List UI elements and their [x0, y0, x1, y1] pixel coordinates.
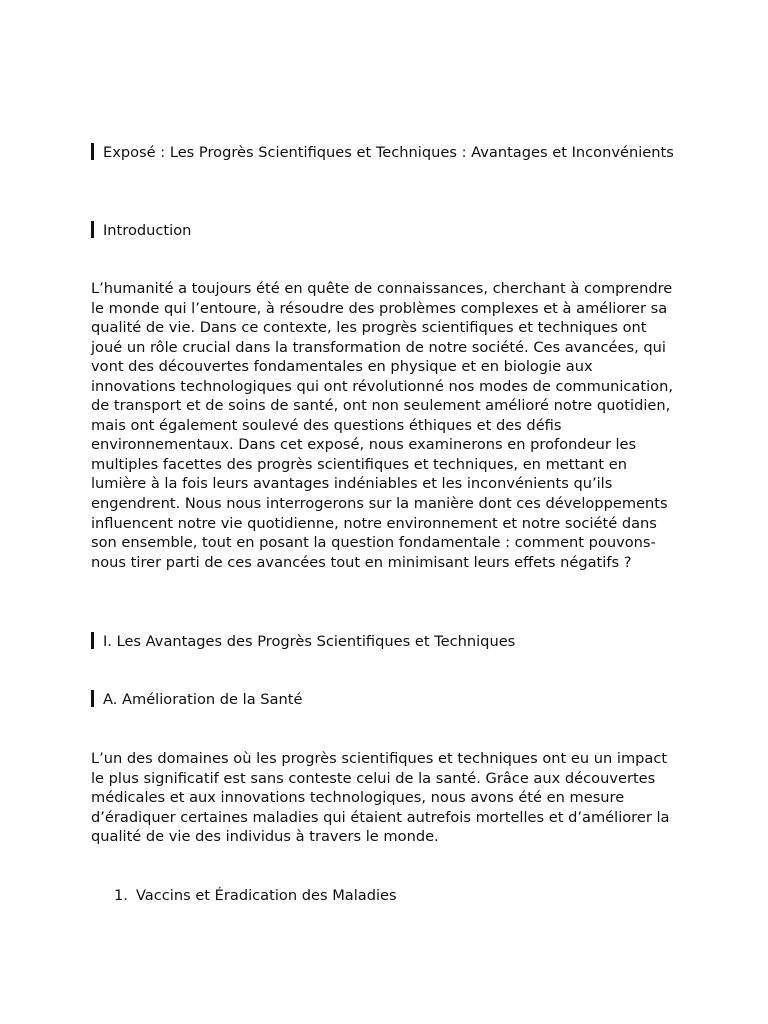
- document-title-text: Exposé : Les Progrès Scientifiques et Techniques : Avantages et Inconvénients: [103, 144, 674, 161]
- introduction-paragraph: L’humanité a toujours été en quête de connaissances, cherchant à comprendre le monde qui l’entoure, à résoudre des problèmes complexes et à améliorer sa qualité de vie. Dans ce contexte, les progrès scientifiques et techniques ont joué un rôle crucial dans la transformation de notre société. Ces avancées, qui vont des découvertes fondamentales en physique et en biologie aux innovations technologiques qui ont révolutionné nos modes de communication, de transport et de soins de santé, ont non seulement amélioré notre quotidien, mais ont également soulevé des questions éthiques et des défis environnementaux. Dans cet exposé, nous examinerons en profondeur les multiples facettes des progrès scientifiques et techniques, en mettant en lumière à la fois leurs avantages indéniables et les inconvénients qu’ils engendrent. Nous nous interrogerons sur la manière dont ces développements influencent notre vie quotidienne, notre environnement et notre société dans son ensemble, tout en posant la question fondamentale : comment pouvons-nous tirer parti de ces avancées tout en minimisant leurs effets négatifs ?: [91, 280, 673, 571]
- subsection-a-heading: [91, 690, 681, 710]
- heading-bar: [91, 221, 94, 238]
- list-item-number: 1.: [114, 887, 128, 904]
- subsection-a-heading-text: A. Amélioration de la Santé: [103, 691, 303, 708]
- heading-bar: [91, 632, 94, 649]
- document-title: [91, 143, 681, 163]
- introduction-heading-text: Introduction: [103, 222, 192, 239]
- heading-bar: [91, 690, 94, 707]
- section-1-heading: [91, 632, 681, 652]
- heading-bar: [91, 143, 94, 160]
- section-1-heading-text: I. Les Avantages des Progrès Scientifiques et Techniques: [103, 633, 516, 650]
- list-item-text: Vaccins et Éradication des Maladies: [135, 887, 397, 904]
- list-item: [114, 886, 397, 906]
- introduction-heading: [91, 221, 681, 241]
- subsection-a-paragraph: L’un des domaines où les progrès scientifiques et techniques ont eu un impact le plus significatif est sans conteste celui de la santé. Grâce aux découvertes médicales et aux innovations technologiques, nous avons été en mesure d’éradiquer certaines maladies qui étaient autrefois mortelles et d’améliorer la qualité de vie des individus à travers le monde.: [91, 750, 670, 846]
